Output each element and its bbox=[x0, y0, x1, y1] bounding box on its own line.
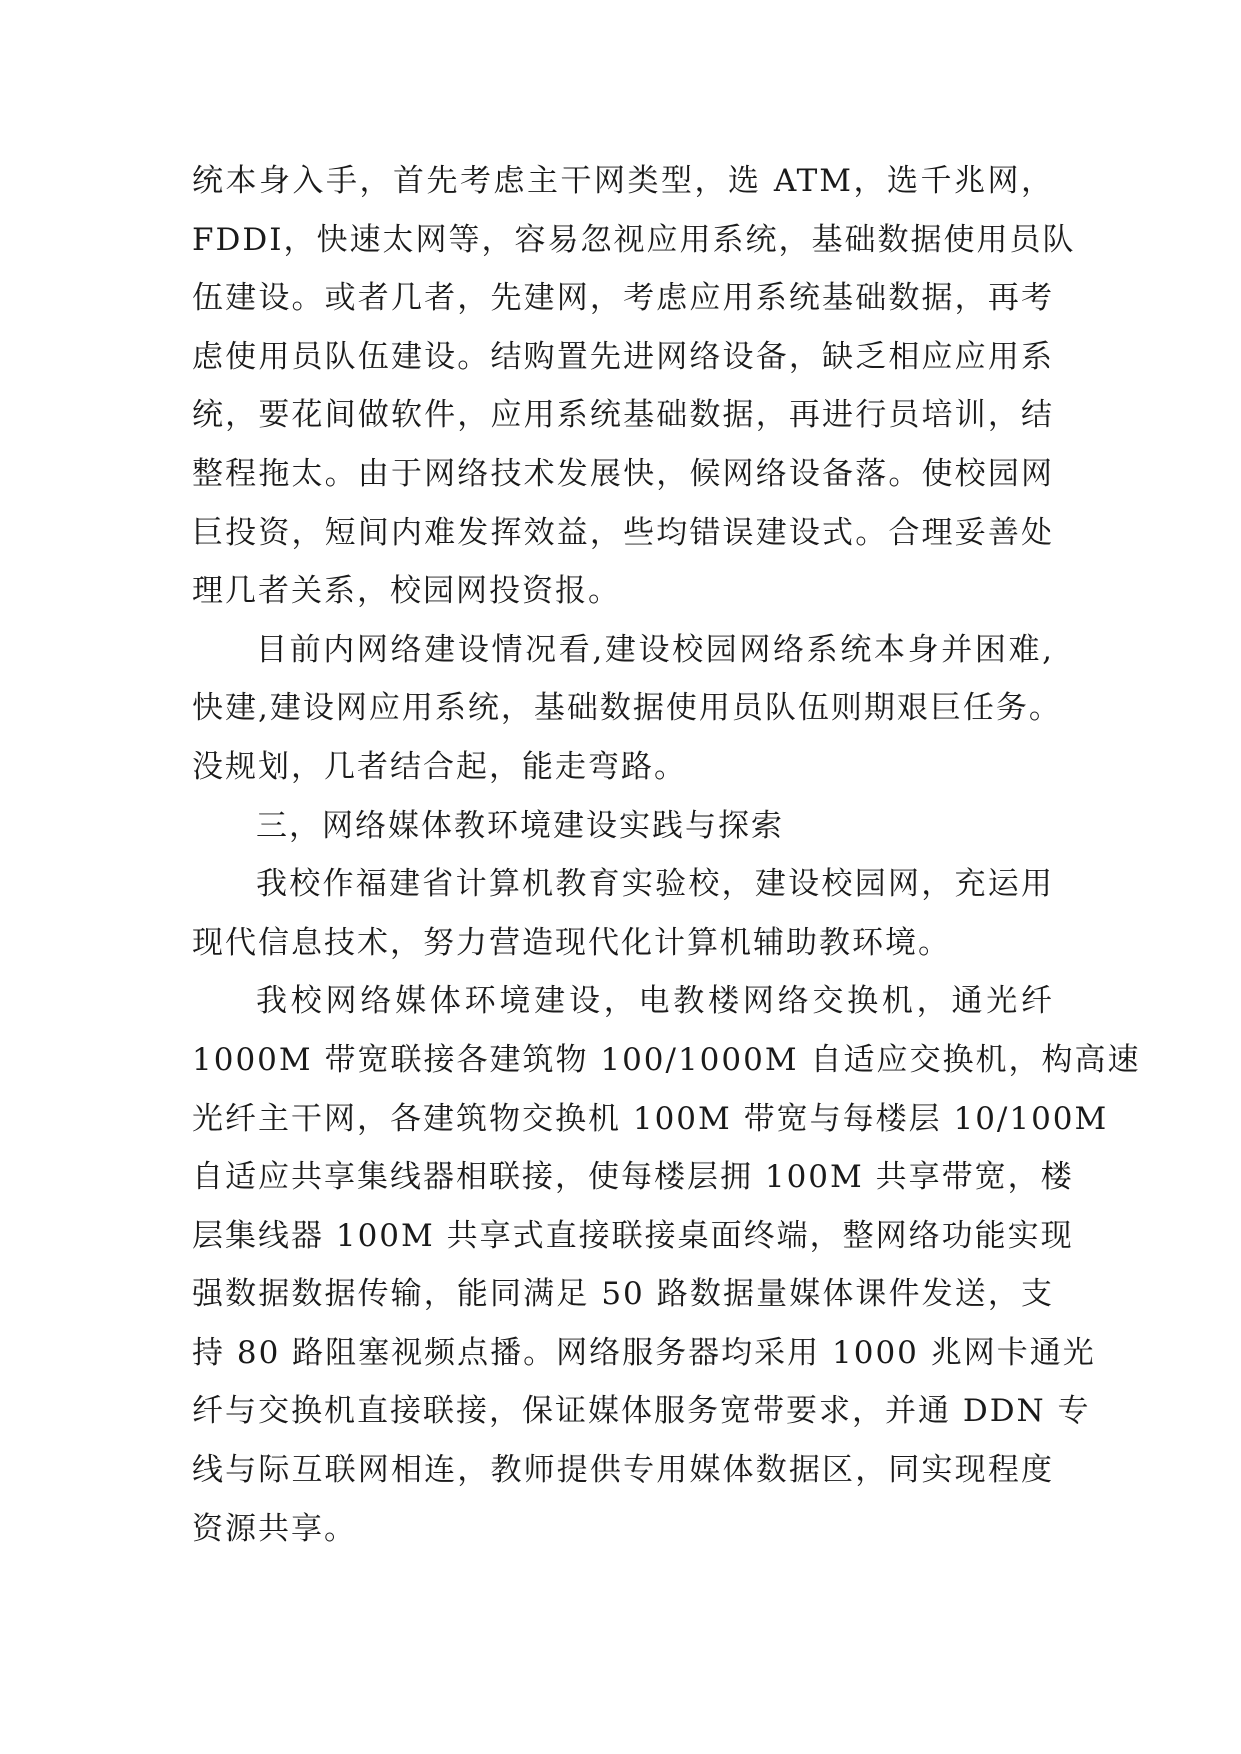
text-line: 目前内网络建设情况看,建设校园网络系统本身并困难, bbox=[256, 631, 1054, 668]
text-line: 理几者关系，校园网投资报。 bbox=[192, 573, 621, 610]
text-line: 强数据数据传输，能同满足 50 路数据量媒体课件发送，支 bbox=[192, 1276, 1054, 1313]
text-line: 整程拖太。由于网络技术发展快，候网络设备落。使校园网 bbox=[192, 455, 1054, 492]
text-line: 1000M 带宽联接各建筑物 100/1000M 自适应交换机，构高速 bbox=[192, 1041, 1141, 1078]
paragraph bbox=[192, 152, 1076, 621]
text-line: 线与际互联网相连，教师提供专用媒体数据区，同实现程度 bbox=[192, 1452, 1054, 1489]
text-line: 层集线器 100M 共享式直接联接桌面终端，整网络功能实现 bbox=[192, 1217, 1074, 1254]
text-line: 资源共享。 bbox=[192, 1510, 357, 1547]
text-line: 自适应共享集线器相联接，使每楼层拥 100M 共享带宽，楼 bbox=[192, 1159, 1074, 1196]
text-line: 我校作福建省计算机教育实验校，建设校园网，充运用 bbox=[256, 866, 1054, 903]
paragraph bbox=[192, 621, 1062, 797]
text-line: FDDI，快速太网等，容易忽视应用系统，基础数据使用员队 bbox=[192, 221, 1076, 258]
text-line: 纤与交换机直接联接，保证媒体服务宽带要求，并通 DDN 专 bbox=[192, 1393, 1091, 1430]
paragraph bbox=[192, 972, 1141, 1558]
text-line: 统，要花间做软件，应用系统基础数据，再进行员培训，结 bbox=[192, 397, 1054, 434]
paragraph bbox=[192, 797, 1054, 856]
text-line: 现代信息技术，努力营造现代化计算机辅助教环境。 bbox=[192, 924, 951, 961]
text-line: 虑使用员队伍建设。结购置先进网络设备，缺乏相应应用系 bbox=[192, 338, 1054, 375]
text-line: 我校网络媒体环境建设，电教楼网络交换机，通光纤 bbox=[256, 983, 1054, 1020]
body-text bbox=[192, 152, 1141, 1558]
text-line: 没规划，几者结合起，能走弯路。 bbox=[192, 748, 687, 785]
text-line: 巨投资，短间内难发挥效益，些均错误建设式。合理妥善处 bbox=[192, 514, 1054, 551]
text-line: 三，网络媒体教环境建设实践与探索 bbox=[256, 807, 784, 844]
text-line: 统本身入手，首先考虑主干网类型，选 ATM，选千兆网， bbox=[192, 163, 1054, 199]
text-line: 持 80 路阻塞视频点播。网络服务器均采用 1000 兆网卡通光 bbox=[192, 1334, 1096, 1371]
text-line: 快建,建设网应用系统，基础数据使用员队伍则期艰巨任务。 bbox=[192, 690, 1062, 727]
paragraph bbox=[192, 855, 1054, 972]
text-line: 伍建设。或者几者，先建网，考虑应用系统基础数据，再考 bbox=[192, 280, 1054, 317]
text-line: 光纤主干网，各建筑物交换机 100M 带宽与每楼层 10/100M bbox=[192, 1100, 1109, 1137]
